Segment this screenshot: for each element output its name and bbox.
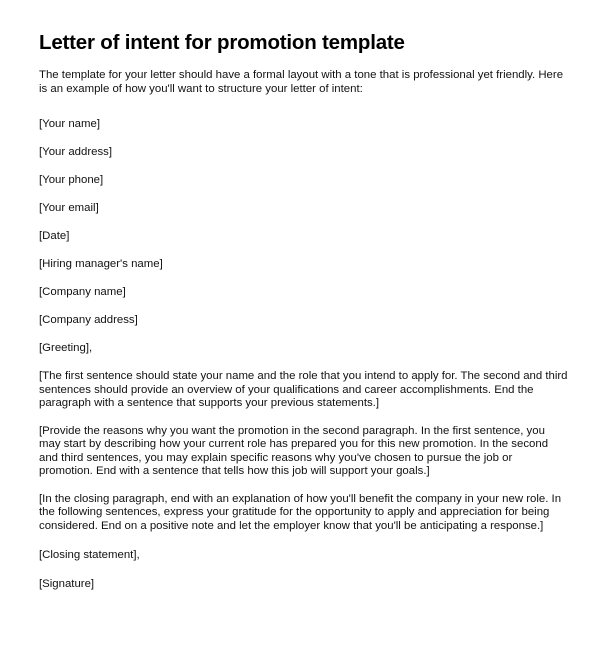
closing-statement: [Closing statement], [39, 549, 140, 561]
field-your-phone: [Your phone] [39, 174, 104, 186]
field-your-email: [Your email] [39, 202, 99, 214]
field-company-name: [Company name] [39, 286, 126, 298]
letter-template-page [39, 30, 569, 591]
field-your-name: [Your name] [39, 118, 101, 130]
field-your-address: [Your address] [39, 146, 113, 158]
field-hiring-manager-name: [Hiring manager's name] [39, 258, 163, 270]
field-company-address: [Company address] [39, 314, 138, 326]
body-paragraphs [39, 370, 569, 533]
page-title: Letter of intent for promotion template [39, 31, 405, 54]
body-paragraph-closing: [In the closing paragraph, end with an explanation of how you'll benefit the company in your new role. In the following sentences, express your gratitude for the opportunity to apply and appreciation for being considered. End on a positive note and let the employer know that you'll be anticipating a response.] [39, 492, 562, 532]
body-paragraph-second: [Provide the reasons why you want the promotion in the second paragraph. In the first sentence, you may start by describing how your current role has prepared you for this new promotion. In the second and third sentences, you may explain specific reasons why you've chosen to pursue the job or promotion. End with a sentence that tells how this job will support your goals.] [39, 424, 549, 477]
field-greeting: [Greeting], [39, 342, 93, 354]
header-fields [39, 117, 569, 355]
signature-placeholder: [Signature] [39, 578, 95, 590]
intro-paragraph: The template for your letter should have a formal layout with a tone that is professional yet friendly. Here is an example of how you'll want to structure your letter of intent: [39, 69, 564, 95]
field-date: [Date] [39, 230, 70, 242]
body-paragraph-first: [The first sentence should state your name and the role that you intend to apply for. The second and third sentences should provide an overview of your qualifications and career accomplishments. End the paragraph with a sentence that supports your previous statements.] [39, 370, 568, 409]
